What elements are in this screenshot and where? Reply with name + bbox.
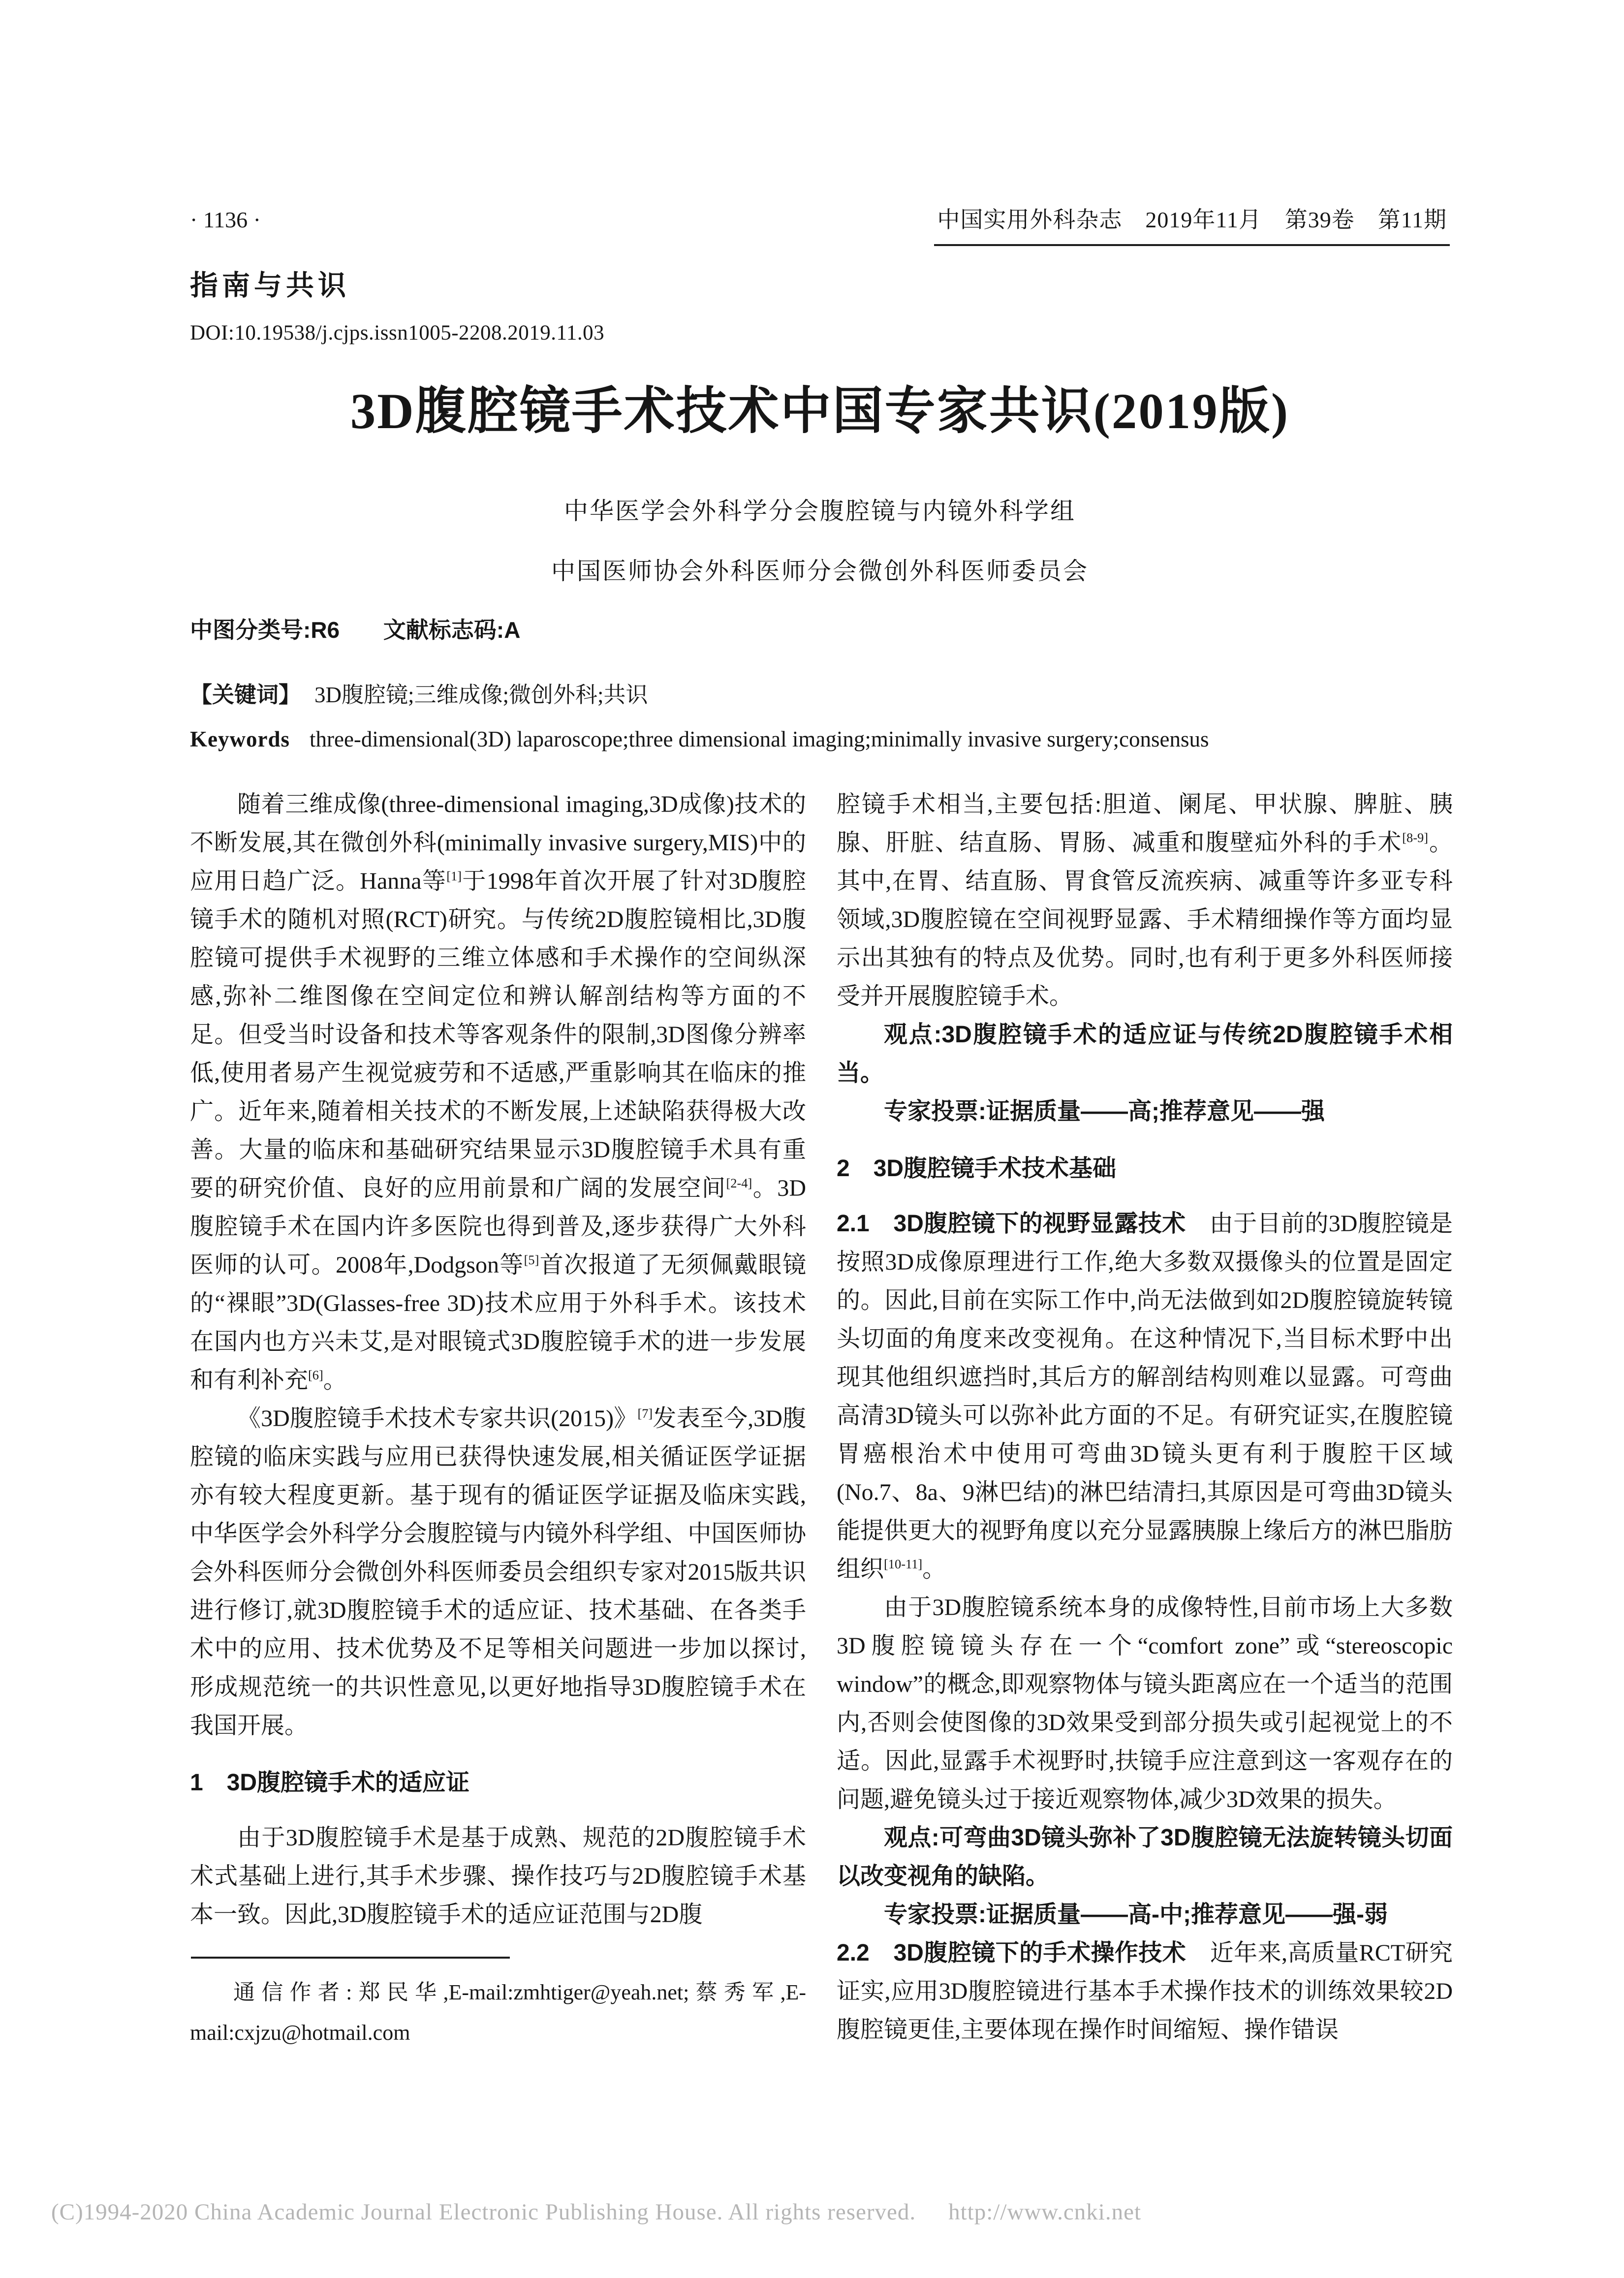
run-in-heading: 2.1 3D腹腔镜下的视野显露技术 bbox=[837, 1211, 1186, 1237]
footnote bbox=[190, 1957, 806, 2053]
paragraph: 2.2 3D腹腔镜下的手术操作技术 近年来,高质量RCT研究证实,应用3D腹腔镜进行基本手术操作技术的训练效果较2D腹腔镜更佳,主要体现在操作时间缩短、操作错误 bbox=[837, 1940, 1453, 2043]
left-column-body bbox=[190, 785, 806, 1934]
citation-ref: [6] bbox=[308, 1368, 323, 1382]
paragraph: 《3D腹腔镜手术技术专家共识(2015)》[7]发表至今,3D腹腔镜的临床实践与应用已获得快速发展,相关循证医学证据亦有较大程度更新。基于现有的循证医学证据及临床实践,中华医学会外科学分会腹腔镜与内镜外科学组、中国医师协会外科医师分会微创外科医师委员会组织专家对2015版共识进行修订,就3D腹腔镜手术的适应证、技术基础、在各类手术中的应用、技术优势及不足等相关问题进一步加以探讨,形成规范统一的共识性意见,以更好地指导3D腹腔镜手术在我国开展。 bbox=[190, 1405, 806, 1739]
journal-issue-info: 中国实用外科杂志 2019年11月 第39卷 第11期 bbox=[934, 206, 1450, 246]
citation-ref: [10-11] bbox=[884, 1557, 923, 1571]
citation-ref: [8-9] bbox=[1402, 830, 1429, 845]
paragraph: 专家投票:证据质量——高-中;推荐意见——强-弱 bbox=[884, 1902, 1388, 1928]
author-organization-2: 中国医师协会外科医师分会微创外科医师委员会 bbox=[551, 558, 1089, 585]
footnote-divider bbox=[191, 1957, 510, 1959]
doi-line: DOI:10.19538/j.cjps.issn1005-2208.2019.11.03 bbox=[190, 321, 605, 344]
right-column-body bbox=[837, 785, 1453, 2049]
paragraph: 腔镜手术相当,主要包括:胆道、阑尾、甲状腺、脾脏、胰腺、肝脏、结直肠、胃肠、减重和腹壁疝外科的手术[8-9]。其中,在胃、结直肠、胃食管反流疾病、减重等许多亚专科领域,3D腹腔镜在空间视野显露、手术精细操作等方面均显示出其独有的特点及优势。同时,也有利于更多外科医师接受并开展腹腔镜手术。 bbox=[837, 791, 1453, 1009]
keywords-label-zh: 【关键词】 bbox=[190, 682, 301, 707]
copyright-footer bbox=[51, 2199, 1141, 2225]
article-title: 3D腹腔镜手术技术中国专家共识(2019版) bbox=[350, 383, 1290, 439]
cnki-url: http://www.cnki.net bbox=[948, 2199, 1142, 2225]
paragraph: 随着三维成像(three-dimensional imaging,3D成像)技术的不断发展,其在微创外科(minimally invasive surgery,MIS)中的应用日趋广泛。Hanna等[1]于1998年首次开展了针对3D腹腔镜手术的随机对照(RCT)研究。与传统2D腹腔镜相比,3D腹腔镜可提供手术视野的三维立体感和手术操作的空间纵深感,弥补二维图像在空间定位和辨认解剖结构等方面的不足。但受当时设备和技术等客观条件的限制,3D图像分辨率低,使用者易产生视觉疲劳和不适感,严重影响其在临床的推广。近年来,随着相关技术的不断发展,上述缺陷获得极大改善。大量的临床和基础研究结果显示3D腹腔镜手术具有重要的研究价值、良好的应用前景和广阔的发展空间[2-4]。3D腹腔镜手术在国内许多医院也得到普及,逐步获得广大外科医师的认可。2008年,Dodgson等[5]首次报道了无须佩戴眼镜的“裸眼”3D(Glasses-free 3D)技术应用于外科手术。该技术在国内也方兴未艾,是对眼镜式3D腹腔镜手术的进一步发展和有利补充[6]。 bbox=[190, 791, 806, 1393]
clc-number: 中图分类号:R6 bbox=[190, 617, 340, 643]
citation-ref: [5] bbox=[524, 1252, 539, 1267]
paragraph: 由于3D腹腔镜手术是基于成熟、规范的2D腹腔镜手术术式基础上进行,其手术步骤、操作技巧与2D腹腔镜手术基本一致。因此,3D腹腔镜手术的适应证范围与2D腹 bbox=[190, 1825, 806, 1928]
keywords-label-en: Keywords bbox=[190, 727, 290, 751]
keywords-zh: 3D腹腔镜;三维成像;微创外科;共识 bbox=[314, 683, 648, 707]
section-heading: 2 3D腹腔镜手术技术基础 bbox=[837, 1155, 1117, 1182]
left-column bbox=[190, 785, 806, 2053]
keywords-en: three-dimensional(3D) laparoscope;three dimensional imaging;minimally invasive surgery;consensus bbox=[310, 727, 1209, 751]
citation-ref: [2-4] bbox=[726, 1176, 752, 1190]
document-code: 文献标志码:A bbox=[383, 617, 521, 643]
paragraph: 专家投票:证据质量——高;推荐意见——强 bbox=[884, 1098, 1325, 1124]
citation-ref: [7] bbox=[637, 1406, 653, 1421]
run-in-heading: 2.2 3D腹腔镜下的手术操作技术 bbox=[837, 1940, 1187, 1966]
paragraph: 观点:3D腹腔镜手术的适应证与传统2D腹腔镜手术相当。 bbox=[837, 1022, 1453, 1086]
page-number: · 1136 · bbox=[190, 207, 261, 232]
page-header bbox=[190, 206, 1450, 246]
paragraph: 2.1 3D腹腔镜下的视野显露技术 由于目前的3D腹腔镜是按照3D成像原理进行工作,绝大多数双摄像头的位置是固定的。因此,目前在实际工作中,尚无法做到如2D腹腔镜旋转镜头切面的角度来改变视角。在这种情况下,当目标术野中出现其他组织遮挡时,其后方的解剖结构则难以显露。可弯曲高清3D镜头可以弥补此方面的不足。有研究证实,在腹腔镜胃癌根治术中使用可弯曲3D镜头更有利于腹腔干区域(No.7、8a、9淋巴结)的淋巴结清扫,其原因是可弯曲3D镜头能提供更大的视野角度以充分显露胰腺上缘后方的淋巴脂肪组织[10-11]。 bbox=[837, 1211, 1453, 1582]
right-column bbox=[837, 785, 1453, 2049]
keywords-line-zh bbox=[190, 680, 1450, 710]
classification-line bbox=[190, 612, 558, 645]
citation-ref: [1] bbox=[446, 869, 462, 883]
keywords-line-en bbox=[190, 724, 1450, 754]
paragraph: 由于3D腹腔镜系统本身的成像特性,目前市场上大多数3D腹腔镜镜头存在一个“comfort zone”或“stereoscopic window”的概念,即观察物体与镜头距离应在一个适当的范围内,否则会使图像的3D效果受到部分损失或引起视觉上的不适。因此,显露手术视野时,扶镜手应注意到这一客观存在的问题,避免镜头过于接近观察物体,减少3D效果的损失。 bbox=[837, 1594, 1453, 1812]
author-organization-1: 中华医学会外科学分会腹腔镜与内镜外科学组 bbox=[563, 498, 1076, 525]
section-heading: 1 3D腹腔镜手术的适应证 bbox=[190, 1770, 470, 1796]
column-section-label: 指南与共识 bbox=[190, 270, 350, 301]
corresponding-author-note: 通信作者:郑民华,E-mail:zmhtiger@yeah.net;蔡秀军,E-mail:cxjzu@hotmail.com bbox=[190, 1980, 806, 2045]
paragraph: 观点:可弯曲3D镜头弥补了3D腹腔镜无法旋转镜头切面以改变视角的缺陷。 bbox=[837, 1825, 1453, 1889]
copyright-text: (C)1994-2020 China Academic Journal Electronic Publishing House. All rights reserved. bbox=[51, 2199, 916, 2225]
